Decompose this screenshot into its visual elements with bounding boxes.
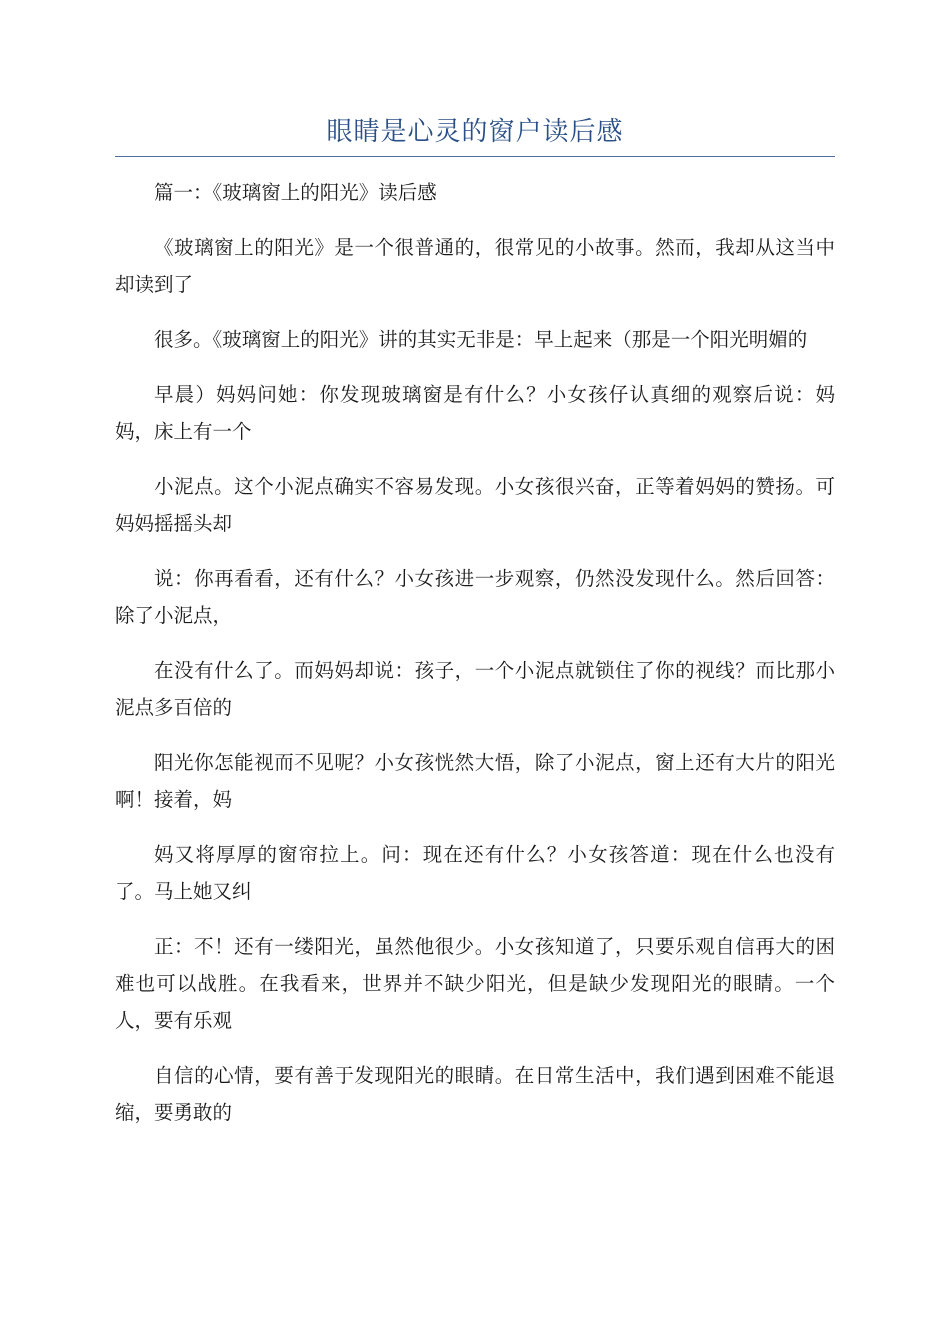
document-body [115,174,835,1149]
paragraph: 自信的心情，要有善于发现阳光的眼睛。在日常生活中，我们遇到困难不能退缩，要勇敢的 [115,1064,835,1124]
paragraph: 说：你再看看，还有什么？小女孩进一步观察，仍然没发现什么。然后回答：除了小泥点， [115,567,835,627]
paragraph: 很多。《玻璃窗上的阳光》讲的其实无非是：早上起来（那是一个阳光明媚的 [154,328,808,351]
paragraph: 阳光你怎能视而不见呢？小女孩恍然大悟，除了小泥点，窗上还有大片的阳光啊！接着，妈 [115,751,835,811]
paragraph: 早晨）妈妈问她：你发现玻璃窗是有什么？小女孩仔认真细的观察后说：妈妈，床上有一个 [115,383,835,443]
document-title: 眼睛是心灵的窗户读后感 [326,117,624,147]
paragraph: 妈又将厚厚的窗帘拉上。问：现在还有什么？小女孩答道：现在什么也没有了。马上她又纠 [115,843,835,903]
title-block [115,112,835,157]
paragraph: 小泥点。这个小泥点确实不容易发现。小女孩很兴奋，正等着妈妈的赞扬。可妈妈摇摇头却 [115,475,835,535]
paragraph: 在没有什么了。而妈妈却说：孩子，一个小泥点就锁住了你的视线？而比那小泥点多百倍的 [115,659,835,719]
paragraph: 《玻璃窗上的阳光》是一个很普通的，很常见的小故事。然而，我却从这当中却读到了 [115,236,835,296]
paragraph-heading: 篇一：《玻璃窗上的阳光》读后感 [154,181,437,204]
paragraph: 正：不！还有一缕阳光，虽然他很少。小女孩知道了，只要乐观自信再大的困难也可以战胜。在我看来，世界并不缺少阳光，但是缺少发现阳光的眼睛。一个人，要有乐观 [115,935,835,1032]
